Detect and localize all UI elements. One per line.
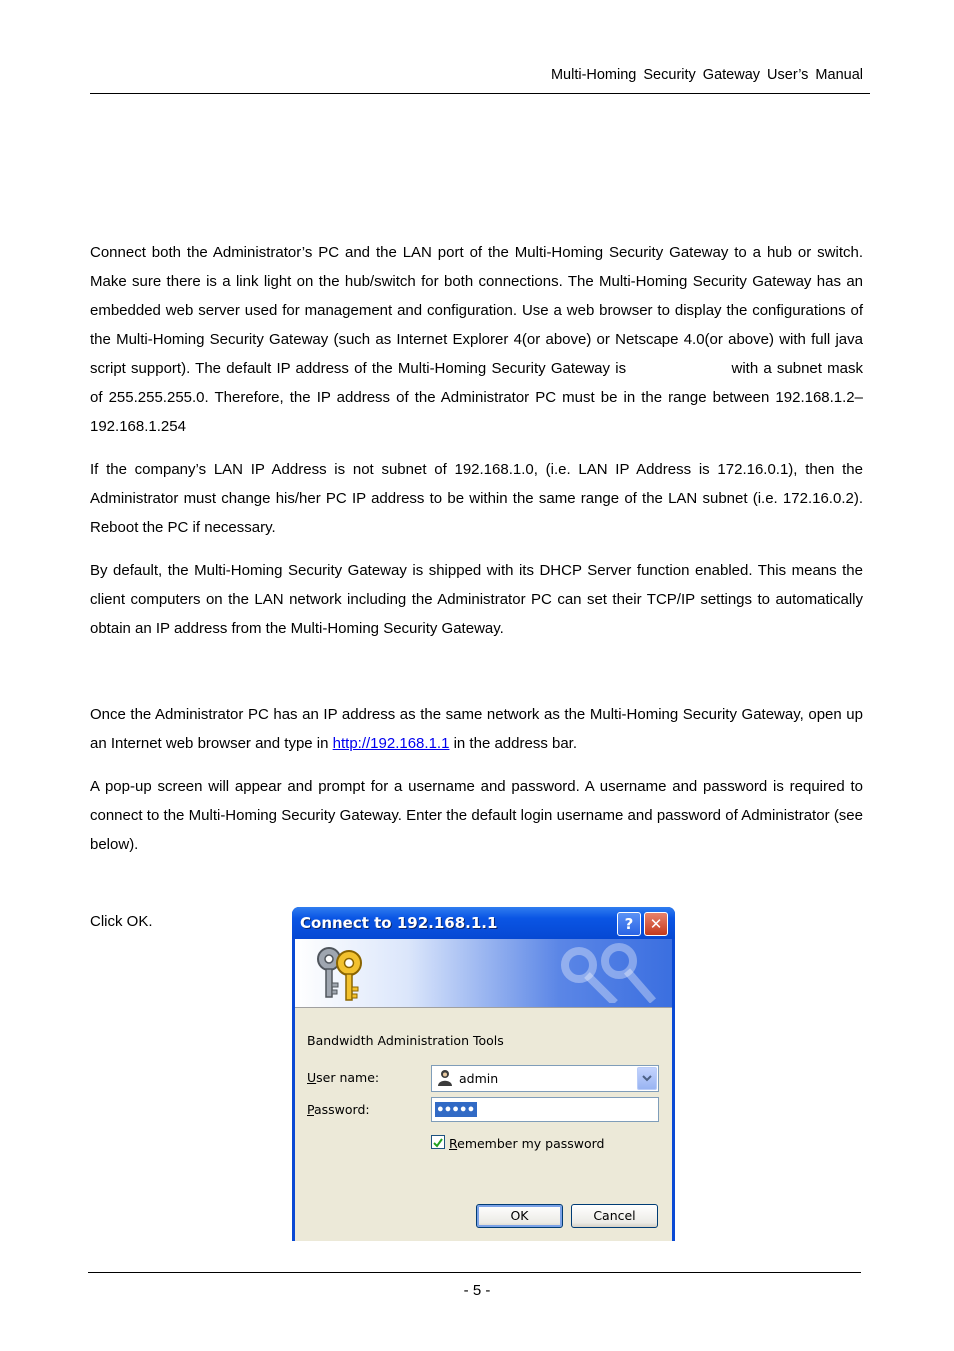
username-combobox[interactable] [431, 1065, 659, 1092]
footer-rule [88, 1272, 861, 1273]
dialog-body [295, 939, 672, 1241]
chevron-down-icon [638, 1068, 656, 1089]
keys-icon [311, 943, 371, 1003]
page-number: - 5 - [463, 1282, 491, 1299]
combobox-dropdown-button[interactable] [637, 1067, 657, 1090]
username-label [307, 1070, 379, 1085]
paragraph-browser [90, 700, 863, 758]
remember-accelerator: R [449, 1136, 458, 1151]
click-ok-text: Click OK. [90, 913, 153, 930]
paragraph-browser-part2: in the address bar. [453, 735, 578, 752]
paragraph-login: A pop-up screen will appear and prompt for a username and password. A username and password is required to connect to the Multi-Homing Security Gateway. Enter the default login username and password of Administrator (see below). [90, 778, 863, 853]
remember-label-text: emember my password [457, 1136, 605, 1151]
help-button[interactable]: ? [617, 912, 641, 936]
dialog-banner [295, 939, 672, 1008]
ok-button[interactable]: OK [476, 1204, 563, 1228]
remember-password-checkbox[interactable] [431, 1135, 445, 1149]
header-rule [90, 93, 870, 94]
banner-decoration-icon [557, 943, 657, 1003]
username-label-text: ser name: [316, 1070, 380, 1085]
paragraph-subnet: If the company’s LAN IP Address is not subnet of 192.168.1.0, (i.e. LAN IP Address is 172.16.0.1), then the Administrator must change his/her PC IP address to be within the same range of the LAN subnet (i.e. 172.16.0.2). Reboot the PC if necessary. [90, 461, 863, 536]
paragraph-connect [90, 238, 863, 441]
cancel-button[interactable]: Cancel [571, 1204, 658, 1228]
username-label-accelerator: U [307, 1070, 317, 1085]
checkmark-icon [432, 1137, 444, 1149]
login-dialog [292, 907, 675, 1241]
password-label-text: assword: [313, 1102, 370, 1117]
password-label-accelerator: P [307, 1102, 314, 1117]
password-label [307, 1102, 370, 1117]
paragraph-connect-part1: Connect both the Administrator’s PC and the LAN port of the Multi-Homing Security Gateway to a hub or switch. Make sure there is a link light on the hub/switch for both connections. The Multi-Homing Security Gateway has an embedded web server used for management and configuration. Use a web browser to display the configurations of the Multi-Homing Security Gateway (such as Internet Explorer 4(or above) or Netscape 4.0(or above) with full java script support). The default IP address of the Multi-Homing Security Gateway is [90, 244, 863, 377]
username-value: admin [459, 1071, 499, 1086]
gateway-url-link[interactable]: http://192.168.1.1 [332, 735, 450, 752]
close-button[interactable]: ✕ [644, 912, 668, 936]
realm-text: Bandwidth Administration Tools [307, 1033, 504, 1048]
password-mask: ●●●●● [437, 1103, 476, 1115]
running-header: Multi-Homing Security Gateway User’s Manual [550, 67, 863, 83]
paragraph-browser-part1: Once the Administrator PC has an IP address as the same network as the Multi-Homing Security Gateway, open up an Internet web browser and type in [90, 706, 863, 752]
password-input[interactable] [431, 1097, 659, 1122]
paragraph-connect-part2: with a subnet mask of 255.255.255.0. Therefore, the IP address of the Administrator PC must be in the range between 192.168.1.2– 192.168.1.254 [90, 360, 863, 435]
dialog-title: Connect to 192.168.1.1 [300, 914, 498, 932]
paragraph-dhcp: By default, the Multi-Homing Security Gateway is shipped with its DHCP Server function enabled. This means the client computers on the LAN network including the Administrator PC can set their TCP/IP settings to automatically obtain an IP address from the Multi-Homing Security Gateway. [90, 562, 863, 637]
dialog-titlebar[interactable] [292, 907, 675, 939]
remember-password-label[interactable] [449, 1136, 605, 1151]
user-icon [437, 1069, 453, 1087]
